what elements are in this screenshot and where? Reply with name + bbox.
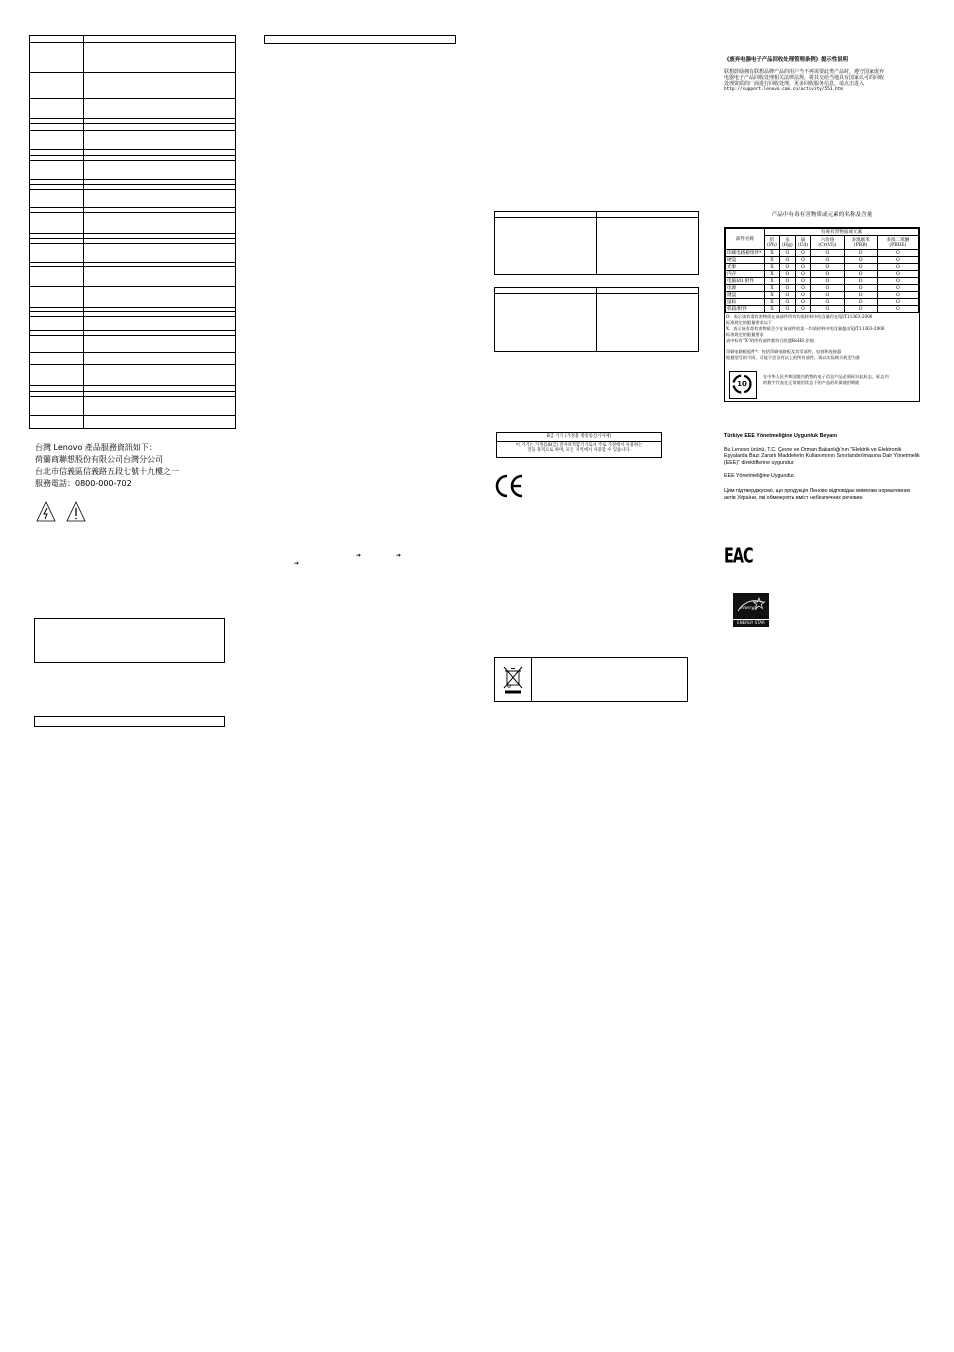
spec-table-cell — [30, 364, 84, 385]
spec-table-cell — [30, 43, 84, 73]
rohs-value-cell: X — [765, 299, 780, 306]
rohs-value-cell: X — [765, 271, 780, 278]
epup-text-2: 的数字代表在正常使用状态下的产品的环保使用期限 — [763, 380, 860, 385]
arrow-glyphs — [290, 552, 410, 568]
rohs-value-cell: O — [844, 257, 877, 264]
rohs-value-cell: X — [765, 257, 780, 264]
rohs-value-cell: O — [779, 250, 795, 257]
rohs-value-cell: O — [844, 299, 877, 306]
spec-table-cell — [30, 190, 84, 208]
spec-table-cell — [30, 212, 84, 233]
turkey-title: Türkiye EEE Yönetmeliğine Uygunluk Beyanı — [724, 433, 837, 439]
taiwan-line-2: 荷蘭商聯想股份有限公司台灣分公司 — [35, 455, 163, 464]
spec-table-cell — [30, 352, 84, 364]
svg-text:energy: energy — [740, 605, 758, 611]
rohs-value-cell: O — [844, 250, 877, 257]
spec-table-cell — [84, 287, 236, 307]
rohs-value-cell: O — [795, 264, 810, 271]
spec-table-cell — [84, 243, 236, 262]
epup-number: 10 — [737, 380, 747, 388]
spec-table-cell — [30, 415, 84, 428]
col3-table-2 — [494, 287, 699, 352]
rohs-value-cell: O — [779, 285, 795, 292]
rohs-value-cell: O — [811, 306, 844, 313]
rohs-part-header: 部件名称 — [726, 229, 765, 250]
korean-title: B급 기기 (가정용 방송통신기자재) — [497, 433, 661, 442]
rohs-value-cell: O — [877, 278, 918, 285]
korean-body-1: 이 기기는 가정용(B급) 전자파적합기기로서 주로 가정에서 사용하는 — [515, 442, 643, 448]
spec-table-cell — [30, 267, 84, 287]
rohs-note-2b: 标准规定的限量要求 — [726, 332, 764, 337]
rohs-value-cell: O — [844, 285, 877, 292]
spec-table-cell — [30, 317, 84, 331]
rohs-value-cell: O — [779, 264, 795, 271]
rohs-value-cell: O — [779, 271, 795, 278]
rohs-value-cell: O — [877, 257, 918, 264]
rohs-note-3: 表中标有“X”的所有部件都符合欧盟RoHS 法规. — [726, 338, 816, 343]
rohs-value-cell: O — [795, 257, 810, 264]
rohs-value-cell: O — [877, 264, 918, 271]
rohs-value-cell: X — [765, 250, 780, 257]
spec-table-row — [30, 130, 236, 149]
spec-table-row — [30, 212, 236, 233]
rohs-substance-header: 六价铬 (Cr(VI)) — [811, 236, 844, 250]
arrow-icon: ➔ — [294, 560, 300, 567]
rohs-substance-header: 汞(Hg) — [779, 236, 795, 250]
spec-table-row — [30, 123, 236, 130]
rohs-part-name: 光驱 — [726, 264, 765, 271]
spec-table-cell — [84, 364, 236, 385]
spec-table-row — [30, 72, 236, 98]
rohs-part-name: 鼠标 — [726, 299, 765, 306]
rohs-value-cell: O — [811, 271, 844, 278]
taiwan-line-3: 台北市信義區信義路五段七號十九樓之一 — [35, 467, 179, 476]
left-spec-table — [29, 35, 236, 428]
rohs-value-cell: O — [811, 250, 844, 257]
rohs-part-name: 电脑I/O 附件 — [726, 278, 765, 285]
korean-class-b-notice — [496, 432, 662, 458]
rohs-value-cell: O — [877, 299, 918, 306]
rohs-note-1b: 标准规定的限量要求以下 — [726, 320, 773, 325]
rohs-value-cell: O — [779, 257, 795, 264]
rohs-value-cell: X — [765, 306, 780, 313]
rohs-value-cell: O — [844, 264, 877, 271]
rohs-note-2: X：表示该有毒有害物质至少在该部件的某一均质材料中的含量超出SJ/T11363-2006 — [726, 326, 885, 331]
rohs-part-name: 电源 — [726, 285, 765, 292]
rohs-value-cell: O — [877, 292, 918, 299]
rohs-table-row — [726, 264, 919, 271]
rohs-value-cell: X — [765, 292, 780, 299]
spec-table-row — [30, 352, 236, 364]
rohs-value-cell: O — [795, 278, 810, 285]
rohs-part-name: 硬盘 — [726, 257, 765, 264]
warning-symbols — [36, 501, 96, 523]
spec-table-row — [30, 98, 236, 118]
rohs-value-cell: O — [811, 257, 844, 264]
spec-table-cell — [84, 336, 236, 353]
spec-table-cell — [84, 352, 236, 364]
rohs-table-row — [726, 292, 919, 299]
epup-box — [729, 371, 757, 399]
rohs-title: 产品中有毒有害物质或元素的名称及含量 — [771, 212, 873, 218]
china-recycling-notice — [724, 57, 924, 93]
blank-frame-2 — [34, 716, 225, 727]
rohs-substance-header: 镉(Cd) — [795, 236, 810, 250]
rohs-value-cell: O — [877, 250, 918, 257]
spec-table-row — [30, 43, 236, 73]
blank-frame-1 — [34, 618, 225, 663]
recycling-title: 《废弃电器电子产品回收处理管理条例》提示性说明 — [724, 57, 848, 63]
rohs-value-cell: O — [795, 250, 810, 257]
recycling-line-2: 电器电子产品回收处理相关法律法规，将其交给当地具有国家认可的回收 — [724, 75, 885, 81]
spec-table-cell — [84, 415, 236, 428]
rohs-table-row — [726, 285, 919, 292]
rohs-value-cell: O — [877, 306, 918, 313]
taiwan-line-4: 服務電話：0800-000-702 — [35, 479, 132, 488]
spec-table-cell — [84, 130, 236, 149]
spec-table-row — [30, 396, 236, 415]
rohs-value-cell: O — [779, 299, 795, 306]
energy-star-logo — [733, 593, 769, 627]
spec-table-cell — [30, 123, 84, 130]
spec-table-cell — [84, 267, 236, 287]
rohs-value-cell: O — [811, 278, 844, 285]
rohs-value-cell: O — [844, 292, 877, 299]
rohs-value-cell: O — [844, 278, 877, 285]
epup-text-1: 在中华人民共和国境内销售的电子信息产品必须标识此标志，标志内 — [763, 374, 889, 379]
spec-table-cell — [30, 72, 84, 98]
energy-star-icon — [735, 595, 767, 617]
rohs-part-name: 键盘 — [726, 292, 765, 299]
rohs-table-row — [726, 271, 919, 278]
col3-table-1 — [494, 211, 699, 275]
energy-star-label: ENERGY STAR — [733, 619, 769, 626]
ukraine-paragraph: Цим підтверджуємо, що продукція Леново відповідає вимогам нормативних актів України, які обмежують вміст небезпечних речовин — [724, 487, 911, 501]
rohs-value-cell: O — [811, 299, 844, 306]
rohs-value-cell: O — [779, 306, 795, 313]
eac-mark-text: EAC — [724, 543, 753, 568]
rohs-value-cell: O — [795, 292, 810, 299]
rohs-table — [725, 228, 919, 313]
rohs-value-cell: O — [795, 306, 810, 313]
rohs-value-cell: O — [877, 271, 918, 278]
rohs-section — [724, 227, 920, 402]
spec-table-cell — [84, 72, 236, 98]
rohs-value-cell: O — [877, 285, 918, 292]
rohs-note-1: O：表示该有毒有害物质在该部件所有均质材料中的含量均在SJ/T11363-2006 — [726, 314, 873, 319]
rohs-value-cell: O — [779, 278, 795, 285]
rohs-part-name: 内存 — [726, 271, 765, 278]
rohs-part-name: 机箱/附件 — [726, 306, 765, 313]
weee-box — [494, 657, 688, 702]
spec-table-cell — [30, 243, 84, 262]
spec-table-cell — [84, 98, 236, 118]
rohs-table-row — [726, 257, 919, 264]
spec-table-cell — [84, 123, 236, 130]
recycling-line-3: 处理资质的厂商进行回收处理。更多回收服务信息，请点击进入 — [724, 81, 865, 87]
spec-table-cell — [30, 396, 84, 415]
spec-table-row — [30, 36, 236, 43]
rohs-substance-header: 铅(Pb) — [765, 236, 780, 250]
rohs-substance-header: 多溴二苯醚 (PBDE) — [877, 236, 918, 250]
rohs-note-5: 根据型号的不同，可能不会含有以上的所有部件，请以实际购买机型为准 — [726, 355, 861, 360]
spec-table-cell — [30, 98, 84, 118]
spec-table-row — [30, 190, 236, 208]
spec-table-cell — [84, 43, 236, 73]
col2-header-frame — [264, 35, 456, 44]
ce-mark-icon — [495, 474, 525, 498]
spec-table-cell — [84, 160, 236, 179]
spec-table-cell — [30, 160, 84, 179]
rohs-value-cell: O — [811, 264, 844, 271]
rohs-value-cell: X — [765, 264, 780, 271]
rohs-value-cell: O — [779, 292, 795, 299]
spec-table-row — [30, 336, 236, 353]
spec-table-row — [30, 364, 236, 385]
taiwan-service-info — [35, 442, 235, 490]
taiwan-line-1: 台灣 Lenovo 產品服務資訊如下： — [35, 443, 157, 452]
rohs-value-cell: O — [844, 271, 877, 278]
spec-table-cell — [84, 212, 236, 233]
turkey-paragraph-1: Bu Lenovo ürünü, T.C. Çevre ve Orman Bakanlığı'nın "Elektrik ve Elektronik Eşyalarda Bazı Zararlı Maddelerin Kullanımının Sınırlandırılmasına Dair Yönetmelik (EEE)" direktiflerine uygundur. — [724, 446, 920, 466]
recycling-line-1: 联想鼓励拥有联想品牌产品的用户当不再需要此类产品时，遵守国家废弃 — [724, 69, 885, 75]
spec-table-row — [30, 287, 236, 307]
spec-table-cell — [84, 317, 236, 331]
rohs-value-cell: X — [765, 278, 780, 285]
rohs-table-row — [726, 250, 919, 257]
turkey-paragraph-2: EEE Yönetmeliğine Uygundur. — [724, 473, 796, 480]
spec-table-row — [30, 160, 236, 179]
spec-table-cell — [30, 336, 84, 353]
spec-table-cell — [30, 287, 84, 307]
rohs-value-cell: X — [765, 285, 780, 292]
rohs-substance-header: 多溴联苯 (PBB) — [844, 236, 877, 250]
rohs-group-header: 有毒有害物质或元素 — [765, 229, 919, 236]
rohs-table-row — [726, 299, 919, 306]
spec-table-row — [30, 267, 236, 287]
rohs-value-cell: O — [811, 292, 844, 299]
korean-body-2: 것을 목적으로 하며, 모든 지역에서 사용할 수 있습니다. — [527, 448, 631, 453]
spec-table-row — [30, 317, 236, 331]
spec-table-cell — [30, 36, 84, 43]
recycling-url: http://support.lenovo.com.cn/activity/551.htm — [724, 87, 843, 92]
rohs-table-row — [726, 278, 919, 285]
spec-table-cell — [84, 190, 236, 208]
turkey-eee-declaration — [724, 433, 920, 501]
spec-table-row — [30, 243, 236, 262]
rohs-table-row — [726, 306, 919, 313]
rohs-value-cell: O — [795, 285, 810, 292]
rohs-value-cell: O — [795, 271, 810, 278]
eac-mark-icon — [724, 543, 753, 568]
arrow-icon: ➔ — [356, 552, 362, 559]
rohs-value-cell: O — [795, 299, 810, 306]
rohs-part-name: 印刷电路板组件* — [726, 250, 765, 257]
spec-table-cell — [84, 396, 236, 415]
electric-hazard-icon — [36, 501, 96, 523]
rohs-value-cell: O — [844, 306, 877, 313]
spec-table-cell — [84, 36, 236, 43]
rohs-note-4: 印刷电路板组件*：包括印刷电路板及其零部件、电容和连接器 — [726, 349, 842, 354]
rohs-value-cell: O — [811, 285, 844, 292]
spec-table-row — [30, 415, 236, 428]
spec-table-cell — [30, 130, 84, 149]
weee-bin-icon — [502, 665, 524, 695]
arrow-icon: ➔ — [396, 552, 402, 559]
